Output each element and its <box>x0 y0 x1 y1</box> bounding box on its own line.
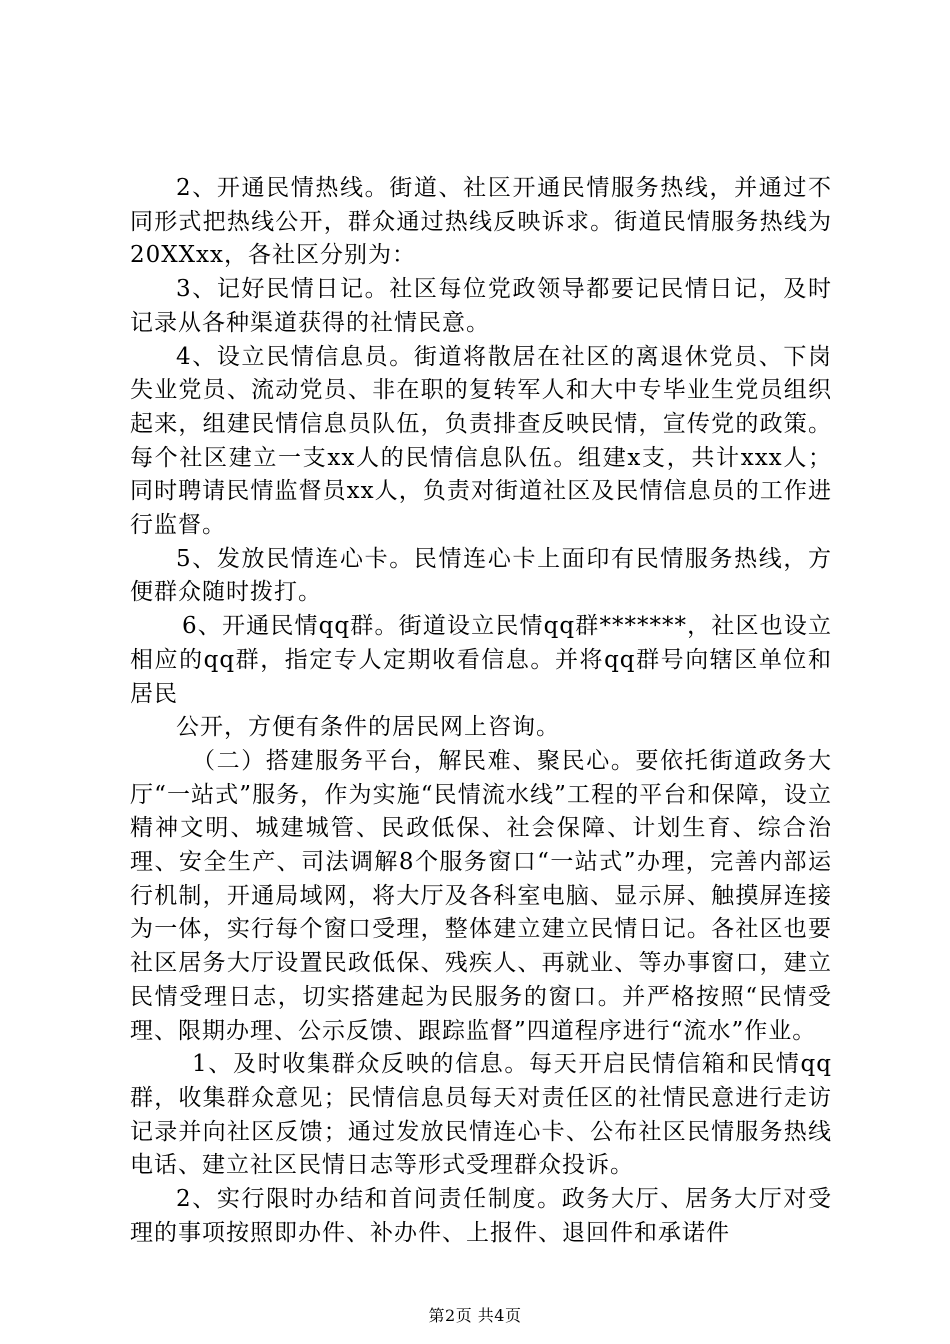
paragraph-info-officer: 4、设立民情信息员。街道将散居在社区的离退休党员、下岗失业党员、流动党员、非在职的复转军人和大中专毕业生党员组织起来，组建民情信息员队伍，负责排查反映民情，宣传党的政策。每个社区建立一支xx人的民情信息队伍。组建x支，共计xxx人；同时聘请民情监督员xx人，负责对街道社区及民情信息员的工作进行监督。 <box>130 343 832 539</box>
paragraph-collect-info: 1、及时收集群众反映的信息。每天开启民情信箱和民情qq群，收集群众意见；民情信息员每天对责任区的社情民意进行走访记录并向社区反馈；通过发放民情连心卡、公布社区民情服务热线电话、建立社区民情日志等形式受理群众投诉。 <box>130 1051 832 1179</box>
paragraph-heart-card: 5、发放民情连心卡。民情连心卡上面印有民情服务热线，方便群众随时拨打。 <box>130 545 832 606</box>
paragraph-qq-continued: 公开，方便有条件的居民网上咨询。 <box>176 714 560 741</box>
paragraph-qq-group: 6、开通民情qq群。街道设立民情qq群*******，社区也设立相应的qq群，指定专人定期收看信息。并将qq群号向辖区单位和居民 <box>130 613 832 707</box>
page-footer: 第2页 共4页 <box>428 1306 522 1325</box>
paragraph-hotline: 2、开通民情热线。街道、社区开通民情服务热线，并通过不同形式把热线公开，群众通过热线反映诉求。街道民情服务热线为20XXxx，各社区分别为： <box>130 175 832 269</box>
document-body <box>130 172 832 1251</box>
paragraph-diary: 3、记好民情日记。社区每位党政领导都要记民情日记，及时记录从各种渠道获得的社情民意。 <box>130 276 832 336</box>
paragraph-time-limit: 2、实行限时办结和首问责任制度。政务大厅、居务大厅对受理的事项按照即办件、补办件、上报件、退回件和承诺件 <box>130 1186 832 1246</box>
paragraph-service-platform: （二）搭建服务平台，解民难、聚民心。要依托街道政务大厅“一站式”服务，作为实施“民情流水线”工程的平台和保障，设立精神文明、城建城管、民政低保、社会保障、计划生育、综合治理、安全生产、司法调解8个服务窗口“一站式”办理，完善内部运行机制，开通局域网，将大厅及各科室电脑、显示屏、触摸屏连接为一体，实行每个窗口受理，整体建立建立民情日记。各社区也要社区居务大厅设置民政低保、残疾人、再就业、等办事窗口，建立民情受理日志，切实搭建起为民服务的窗口。并严格按照“民情受理、限期办理、公示反馈、跟踪监督”四道程序进行“流水”作业。 <box>130 747 832 1044</box>
